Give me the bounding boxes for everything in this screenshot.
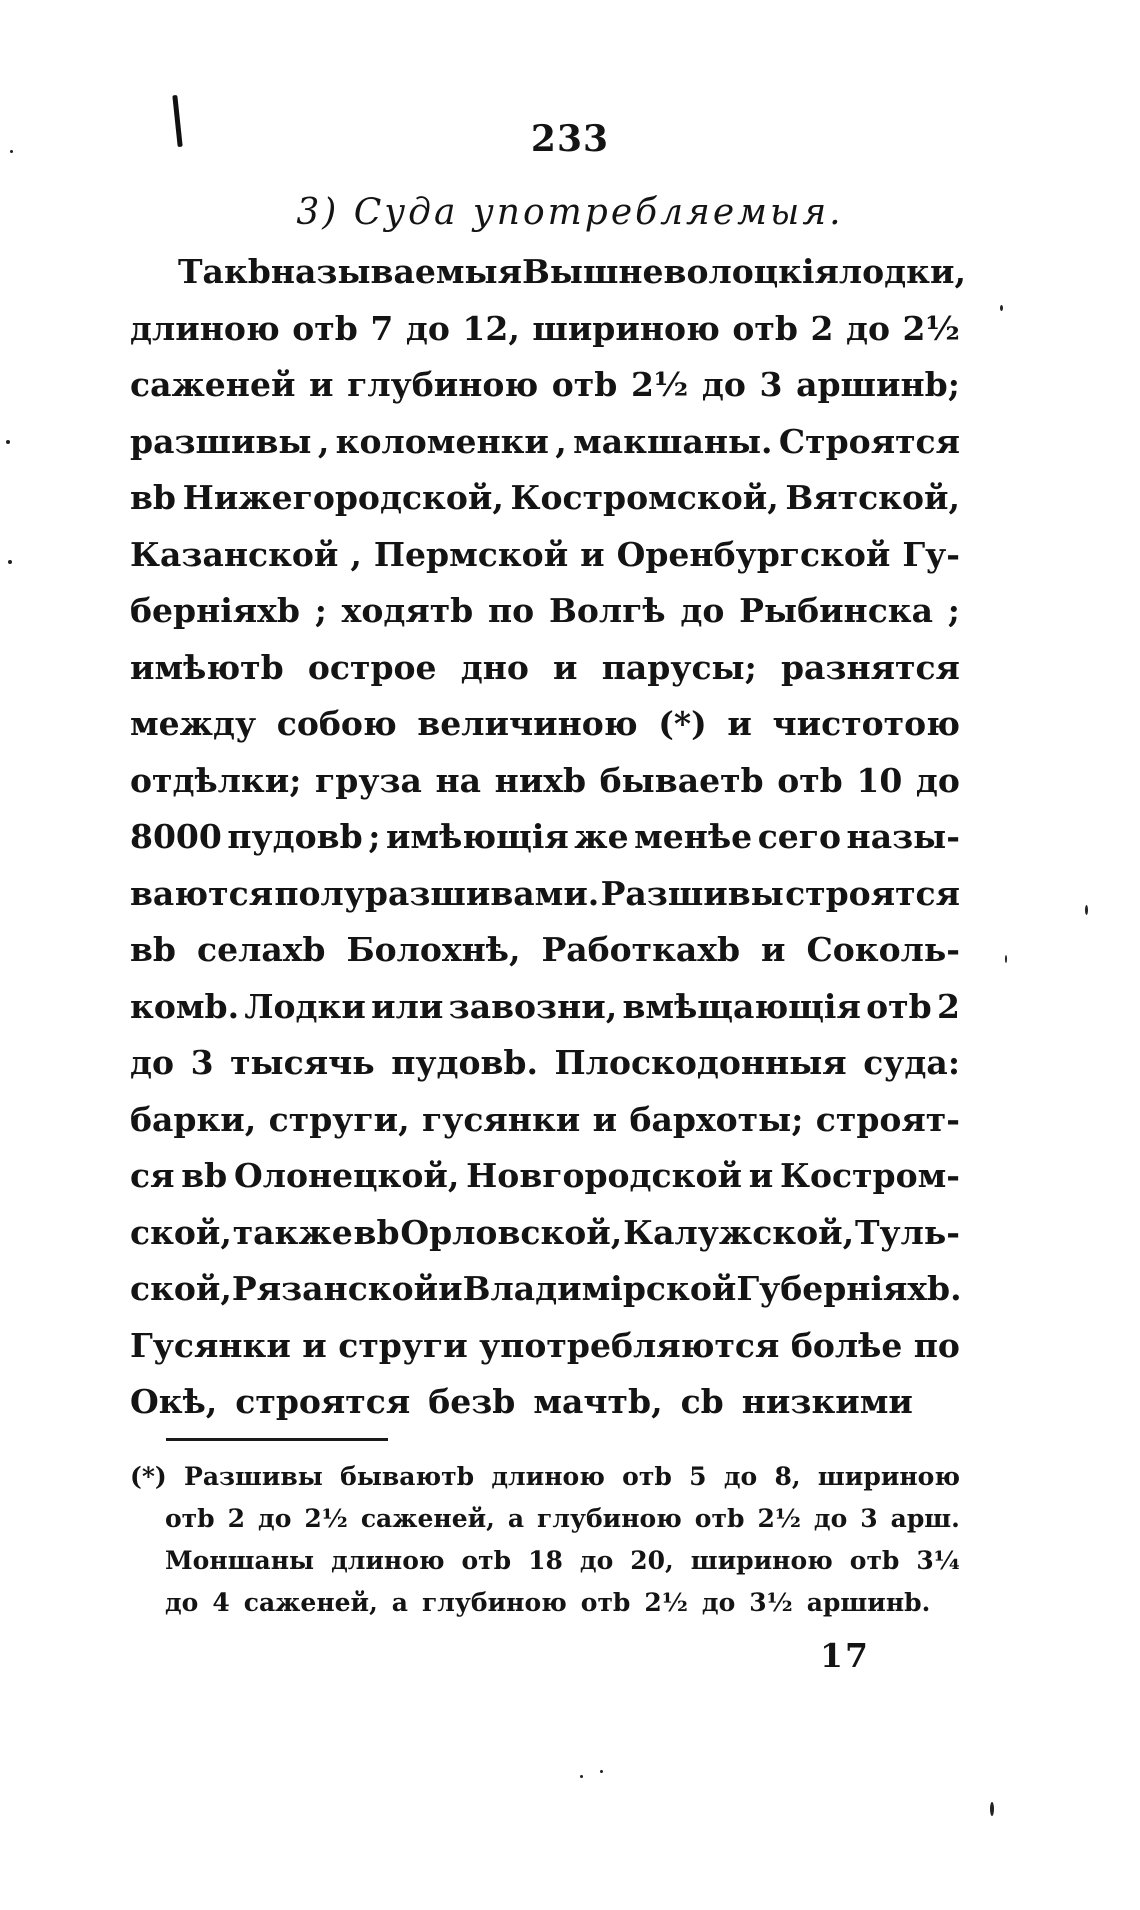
text-line: берніяхb ; ходятb по Волгѣ до Рыбинска ; xyxy=(130,591,960,630)
text-line: ской, также вb Орловской, Калужской, Туль- xyxy=(130,1212,960,1252)
text-line: ской , Рязанской и Владимірской Губерніяхb. xyxy=(130,1269,962,1308)
text-line: барки, струги, гусянки и бархоты; строят- xyxy=(130,1099,960,1139)
text-line: Гусянки и струги употребляются болѣе по xyxy=(130,1325,960,1365)
section-heading: 3) Суда употребляемыя. xyxy=(296,192,844,233)
text-line: ся вb Олонецкой, Новгородской и Костром- xyxy=(130,1156,960,1195)
text-line: Казанской , Пермской и Оренбургской Гу- xyxy=(130,534,960,574)
footnotes xyxy=(130,1456,960,1624)
dust-speck xyxy=(1085,905,1088,915)
dust-speck xyxy=(600,1770,603,1773)
dust-speck xyxy=(8,560,12,564)
text-line: ваются полуразшивами. Разшивы строятся xyxy=(130,873,960,913)
footnote-divider xyxy=(166,1438,388,1441)
footnote-line: до 4 саженей, а глубиною отb 2½ до 3½ аршинb. xyxy=(165,1588,931,1617)
footnote-line: (*) Разшивы бываютb длиною отb 5 до 8, шириною xyxy=(130,1462,960,1491)
text-line: 8000 пудовb ; имѣющія же менѣе сего назы- xyxy=(130,817,960,856)
text-line: комb. Лодки или завозни, вмѣщающія отb 2 xyxy=(130,986,960,1026)
dust-speck xyxy=(1005,955,1007,963)
text-line: Такb называемыя Вышневолоцкія лодки, xyxy=(178,252,966,291)
text-line: имѣютb острое дно и парусы; разнятся xyxy=(130,647,960,687)
text-line: длиною отb 7 до 12, шириною отb 2 до 2½ xyxy=(130,308,960,348)
text-line: вb селахb Болохнѣ, Работкахb и Соколь- xyxy=(130,930,960,969)
dust-speck xyxy=(6,440,10,444)
page-number: 233 xyxy=(530,118,610,160)
text-line: саженей и глубиною отb 2½ до 3 аршинb; xyxy=(130,365,960,404)
text-line: разшивы , коломенки , макшаны. Строятся xyxy=(130,421,960,461)
footnote-line: Моншаны длиною отb 18 до 20, шириною отb 3¼ xyxy=(165,1546,960,1575)
text-line: до 3 тысячь пудовb. Плоскодонныя суда: xyxy=(130,1043,960,1082)
signature-mark: 17 xyxy=(820,1636,870,1675)
dust-speck xyxy=(580,1775,583,1778)
dust-speck xyxy=(990,1802,994,1816)
text-line: вb Нижегородской, Костромской, Вятской, xyxy=(130,478,960,517)
dust-speck xyxy=(10,150,13,153)
dust-speck xyxy=(1000,305,1003,311)
body-text xyxy=(130,244,966,1431)
text-line: между собою величиною (*) и чистотою xyxy=(130,704,960,743)
text-line: отдѣлки; груза на нихb бываетb отb 10 до xyxy=(130,760,960,800)
text-line: Окѣ, строятся безb мачтb, сb низкими xyxy=(130,1382,913,1421)
footnote-line: отb 2 до 2½ саженей, а глубиною отb 2½ до 3 арш. xyxy=(165,1504,960,1533)
